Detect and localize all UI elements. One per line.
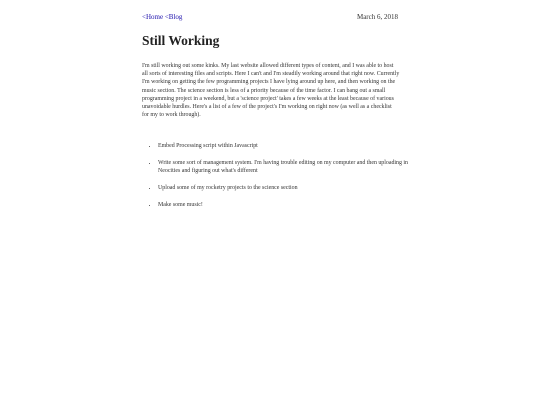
- top-bar: [142, 13, 398, 21]
- list-item: • Upload some of my rocketry projects to the science section: [158, 184, 416, 192]
- page-title: Still Working: [142, 33, 220, 48]
- blog-link[interactable]: <Blog: [164, 13, 183, 21]
- list-item: • Make some music!: [158, 201, 416, 209]
- todo-list: [142, 142, 416, 217]
- list-item: • Write some sort of management system. I'm having trouble editing on my computer and then uploading in Neocities and figuring out what's different: [158, 159, 416, 175]
- post-date: March 6, 2018: [356, 13, 398, 21]
- list-item: • Embed Processing script within Javascript: [158, 142, 416, 150]
- home-link[interactable]: <Home: [142, 13, 164, 21]
- intro-paragraph: I'm still working out some kinks. My last website allowed different types of content, and I was able to host all sorts of interesting files and scripts. Here I can't and I'm steadily working around that right now. Currently I'm working on getting the few programming projects I have lying around up here, and then working on the music section. The science section is less of a priority because of the time factor. I can bang out a small programming project in a weekend, but a 'science project' takes a few weeks at the least because of various unavoidable hurdles. Here's a list of a few of the project's I'm working on right now (as well as a checklist for my to work through).: [142, 63, 400, 119]
- breadcrumb: [142, 13, 182, 21]
